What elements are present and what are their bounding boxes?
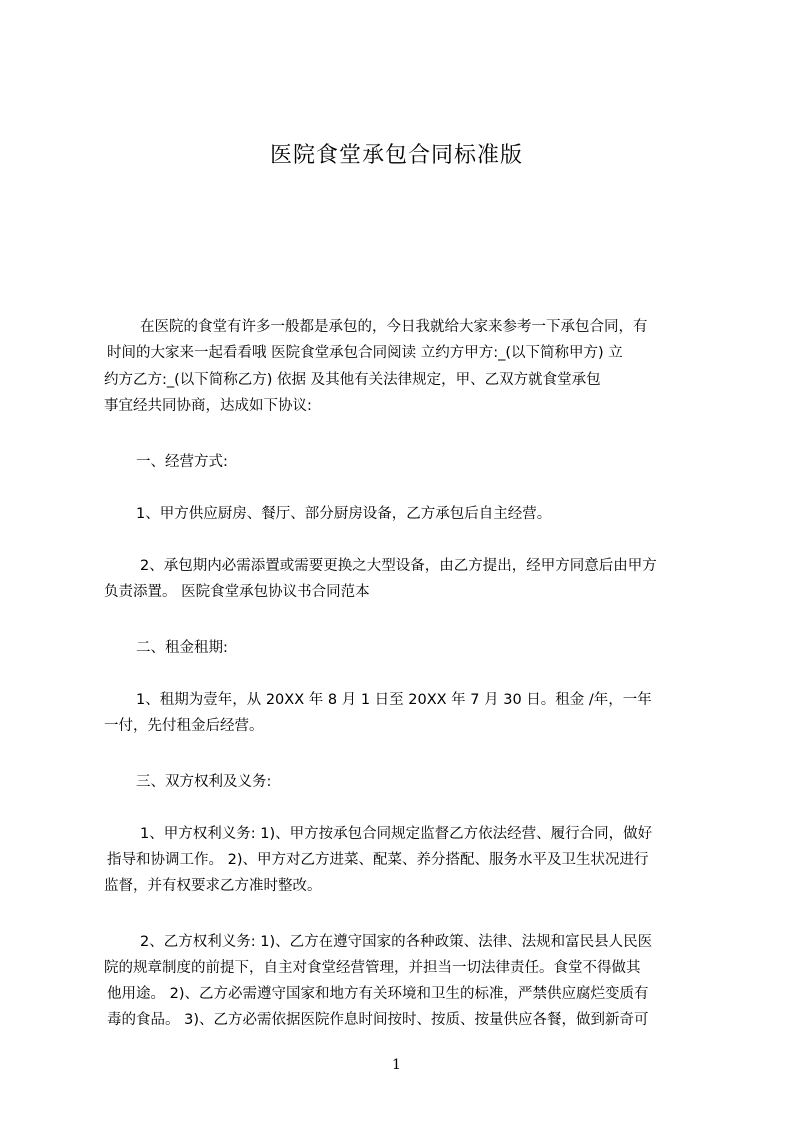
clause-3-2-line-2: 院的规章制度的前提下，自主对食堂经营管理，并担当一切法律责任。食堂不得做其: [104, 960, 641, 976]
intro-line-2: 时间的大家来一起看看哦 医院食堂承包合同阅读 立约方甲方:_(以下简称甲方) 立: [107, 345, 623, 361]
intro-line-4: 事宜经共同协商，达成如下协议:: [104, 398, 312, 414]
clause-3-1-line-2: 指导和协调工作。 2)、甲方对乙方进菜、配菜、养分搭配、服务水平及卫生状况进行: [107, 852, 649, 868]
clause-2-1-line-1: 1、租期为壹年，从 20XX 年 8 月 1 日至 20XX 年 7 月 30 日。租金 /年，一年: [136, 692, 652, 708]
page-number: 1: [392, 1057, 401, 1073]
clause-3-2-line-3: 他用途。 2)、乙方必需遵守国家和地方有关环境和卫生的标准，严禁供应腐烂变质有: [107, 986, 649, 1002]
intro-line-1: 在医院的食堂有许多一般都是承包的，今日我就给大家来参考一下承包合同，有: [140, 319, 648, 335]
clause-3-1-line-3: 监督，并有权要求乙方准时整改。: [104, 878, 322, 894]
clause-3-2-line-4: 毒的食品。 3)、乙方必需依据医院作息时间按时、按质、按量供应各餐，做到新奇可: [107, 1012, 649, 1028]
section-heading-3: 三、双方权利及义务:: [136, 774, 272, 790]
clause-1-2-line-2: 负责添置。 医院食堂承包协议书合同范本: [104, 584, 370, 600]
clause-3-1-line-1: 1、甲方权利义务: 1)、甲方按承包合同规定监督乙方依法经营、履行合同，做好: [140, 826, 653, 842]
section-heading-2: 二、租金租期:: [136, 640, 228, 656]
clause-1-2-line-1: 2、承包期内必需添置或需要更换之大型设备，由乙方提出，经甲方同意后由甲方: [140, 558, 657, 574]
clause-2-1-line-2: 一付，先付租金后经营。: [104, 718, 264, 734]
intro-line-3: 约方乙方:_(以下简称乙方) 依据 及其他有关法律规定，甲、乙双方就食堂承包: [104, 372, 601, 388]
section-heading-1: 一、经营方式:: [136, 454, 228, 470]
clause-3-2-line-1: 2、乙方权利义务: 1)、乙方在遵守国家的各种政策、法律、法规和富民县人民医: [140, 934, 653, 950]
document-title: 医院食堂承包合同标准版: [269, 143, 523, 168]
clause-1-1: 1、甲方供应厨房、餐厅、部分厨房设备，乙方承包后自主经营。: [136, 506, 552, 522]
